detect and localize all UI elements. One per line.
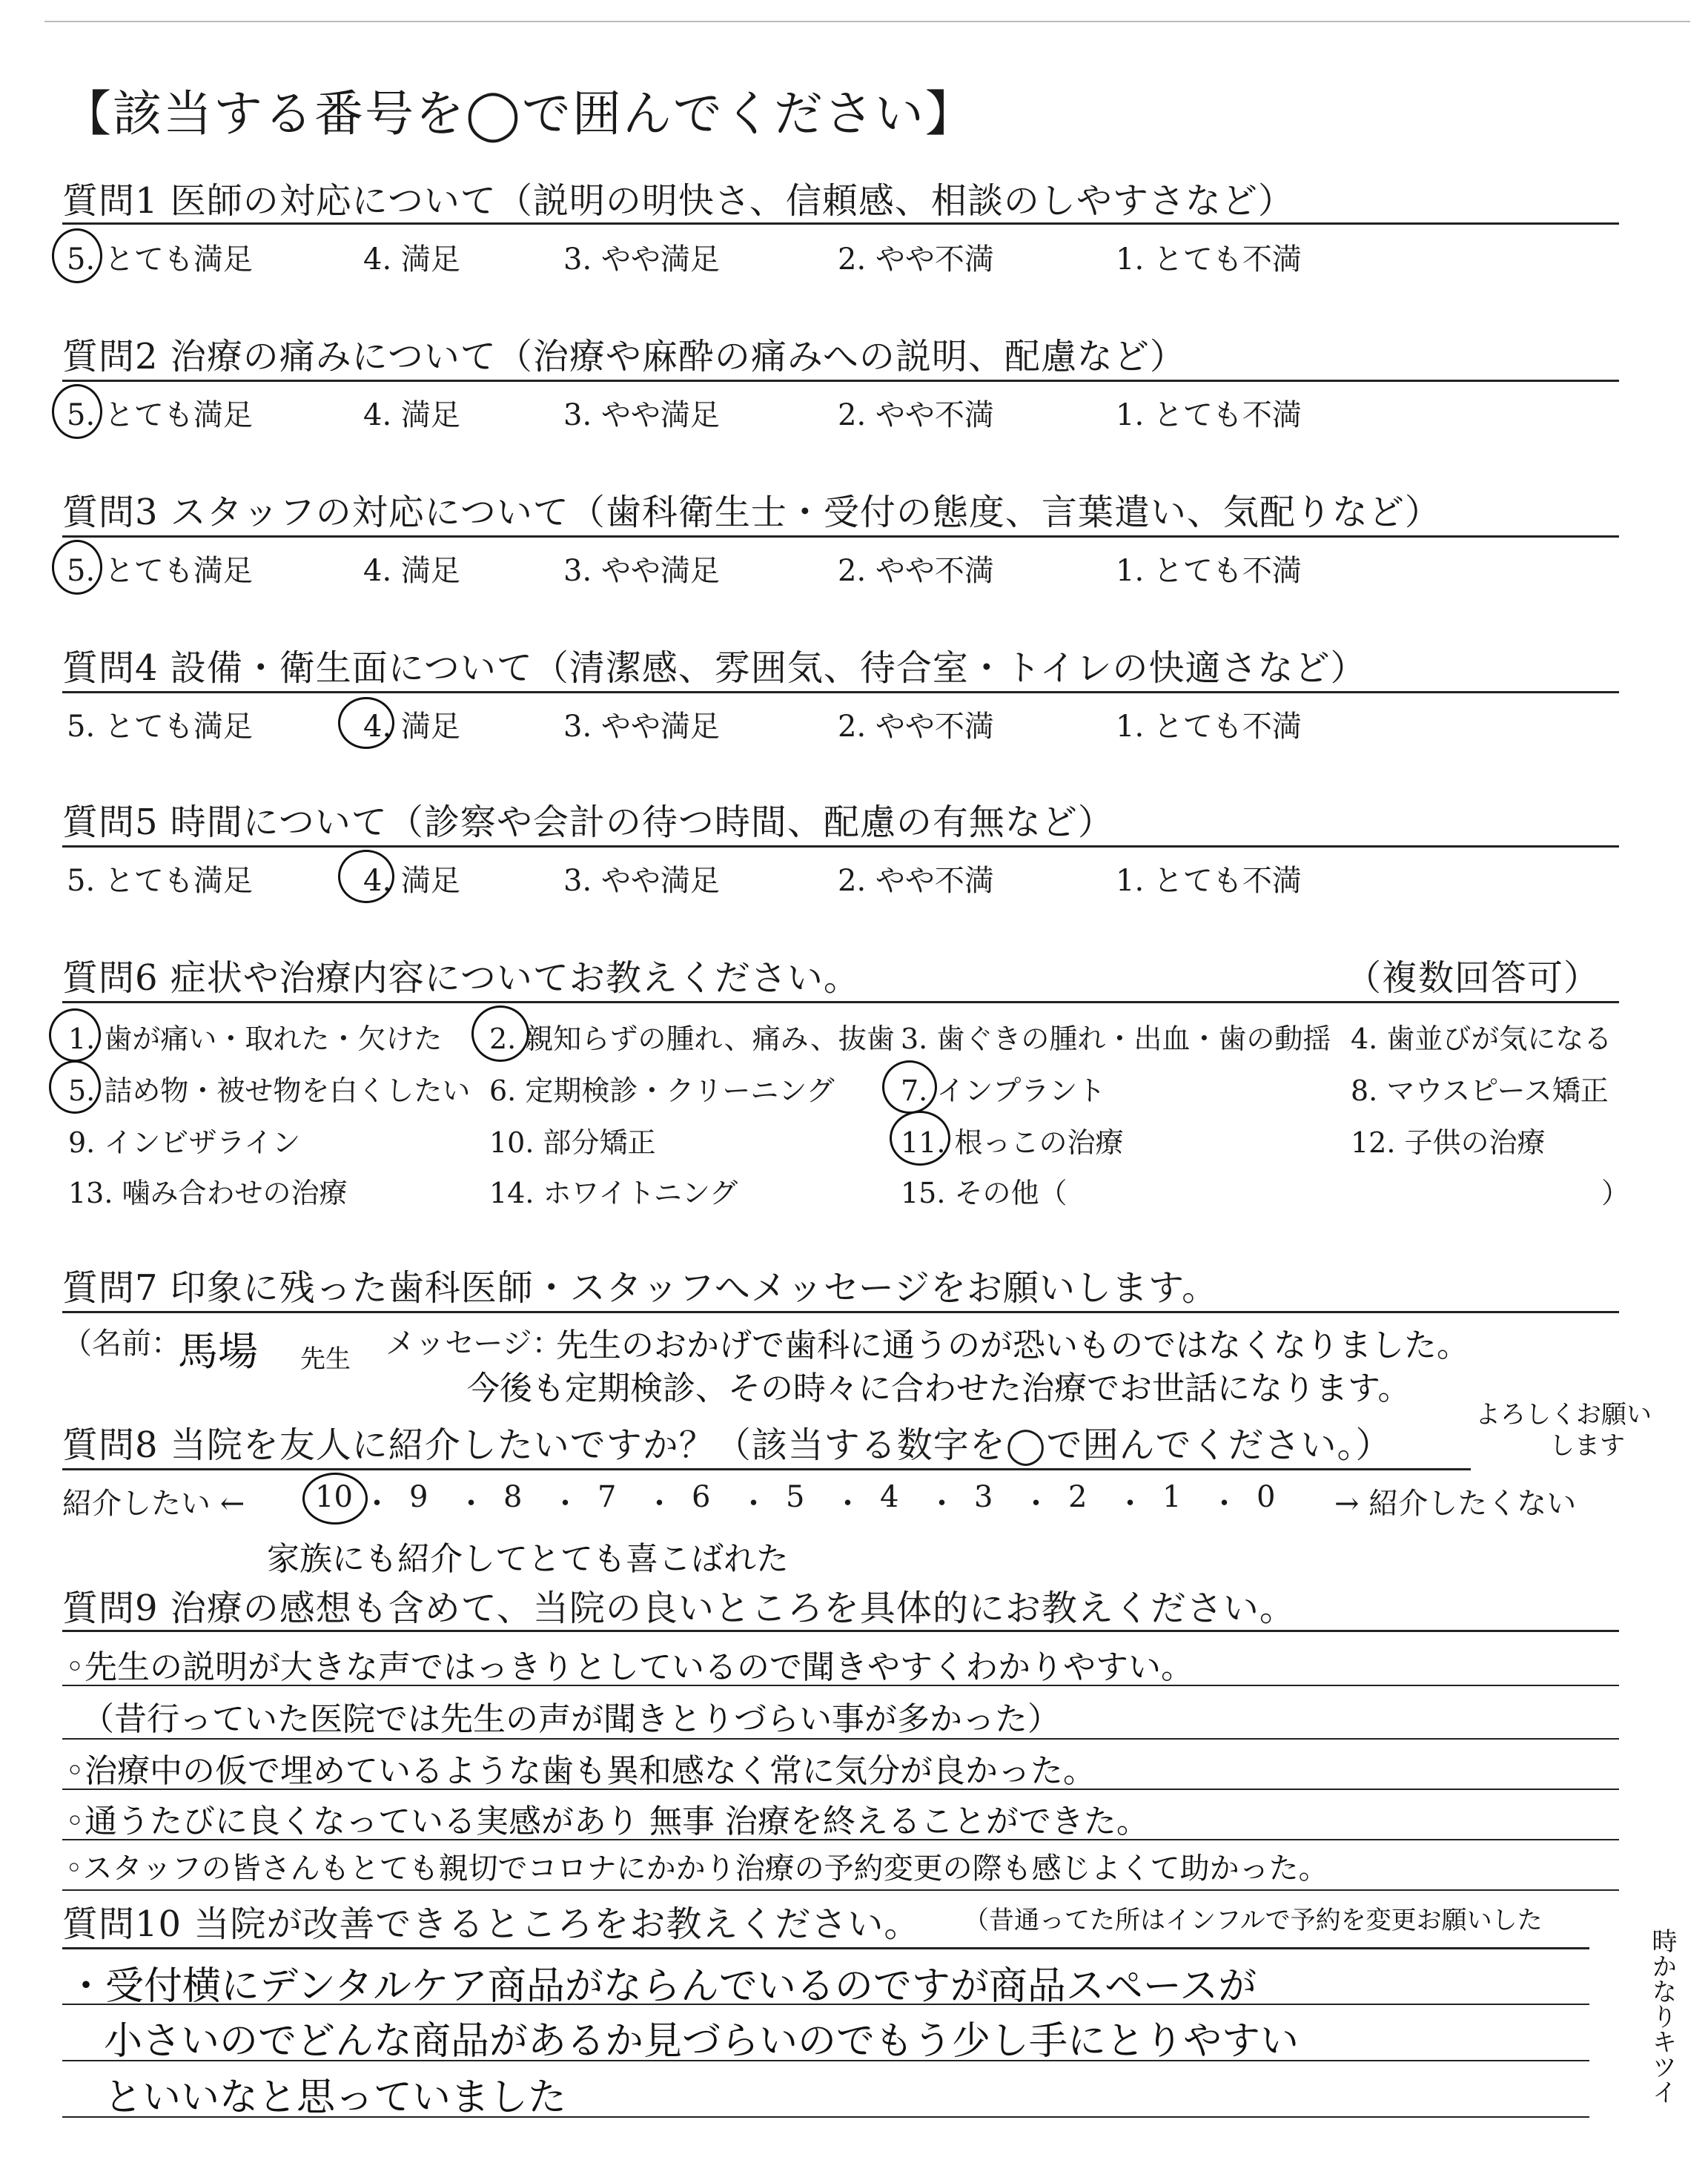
q9-line-1[interactable]: ◦先生の説明が大きな声ではっきりとしているので聞きやすくわかりやすい。 [65, 1648, 1194, 1686]
q6-option-15-close: ） [1601, 1177, 1630, 1209]
q2-option-3[interactable]: 3. やや満足 [563, 398, 720, 432]
top-border [44, 21, 1690, 22]
q9-ruled-line-5 [62, 1889, 1619, 1891]
q2-option-1[interactable]: 1. とても不満 [1116, 398, 1302, 432]
q10-ruled-line-1 [62, 2004, 1589, 2005]
question-5-rule [62, 845, 1619, 848]
question-1-label: 質問1 医師の対応について（説明の明快さ、信頼感、相談のしやすさなど） [62, 180, 1294, 222]
q7-message-tail-2: します [1549, 1431, 1625, 1461]
q10-ruled-line-3 [62, 2116, 1589, 2118]
question-6-label: 質問6 症状や治療内容についてお教えください。 [62, 957, 860, 999]
q9-line-3[interactable]: ◦治療中の仮で埋めているような歯も異和感なく常に気分が良かった。 [65, 1752, 1096, 1790]
q9-line-4[interactable]: ◦通うたびに良くなっている実感があり 無事 治療を終えることができた。 [65, 1803, 1149, 1840]
q6-option-10[interactable]: 10. 部分矯正 [489, 1126, 656, 1159]
q8-scale-value-1[interactable]: 1 [1162, 1480, 1182, 1514]
q8-scale-separator: ・ [1209, 1487, 1239, 1521]
q10-line-3[interactable]: といいなと思っていました [104, 2075, 567, 2120]
q6-option-7[interactable]: 7. インプラント [901, 1074, 1106, 1107]
q3-option-4[interactable]: 4. 満足 [363, 554, 460, 588]
question-7-rule [62, 1311, 1619, 1313]
question-6-rule [62, 1001, 1619, 1003]
question-8-label: 質問8 当院を友人に紹介したいですか？（該当する数字を◯で囲んでください。） [62, 1424, 1392, 1466]
q6-circle-5 [49, 1060, 101, 1114]
q8-scale-separator: ・ [738, 1487, 769, 1521]
q4-selection-circle [338, 697, 394, 749]
q2-option-5[interactable]: 5. とても満足 [67, 398, 253, 432]
q8-scale-value-0[interactable]: 0 [1257, 1480, 1276, 1514]
q6-option-8[interactable]: 8. マウスピース矯正 [1351, 1074, 1609, 1107]
question-2-rule [62, 380, 1619, 382]
q8-scale-separator: ・ [927, 1487, 957, 1521]
question-10-label: 質問10 当院が改善できるところをお教えください。 [62, 1903, 921, 1945]
q7-name-value[interactable]: 馬場 [178, 1328, 258, 1375]
q8-scale-separator: ・ [644, 1487, 675, 1521]
q8-scale-value-2[interactable]: 2 [1068, 1480, 1088, 1514]
q5-option-3[interactable]: 3. やや満足 [563, 864, 720, 898]
question-3-label: 質問3 スタッフの対応について（歯科衛生士・受付の態度、言葉遣い、気配りなど） [62, 492, 1441, 533]
question-1-rule [62, 222, 1619, 225]
q8-scale-value-5[interactable]: 5 [786, 1480, 805, 1514]
question-8-rule [62, 1468, 1471, 1470]
question-4-label: 質問4 設備・衛生面について（清潔感、雰囲気、待合室・トイレの快適さなど） [62, 647, 1367, 689]
q6-option-3[interactable]: 3. 歯ぐきの腫れ・出血・歯の動揺 [901, 1023, 1331, 1055]
q3-option-3[interactable]: 3. やや満足 [563, 554, 720, 588]
q3-selection-circle [52, 540, 102, 595]
q6-option-6[interactable]: 6. 定期検診・クリーニング [489, 1074, 835, 1107]
q7-name-suffix: 先生 [300, 1344, 351, 1374]
q7-message-line-2[interactable]: 今後も定期検診、その時々に合わせた治療でお世話になります。 [467, 1370, 1411, 1407]
q8-comment[interactable]: 家族にも紹介してとても喜こばれた [267, 1540, 789, 1578]
q1-selection-circle [52, 228, 102, 283]
q7-message-tail-1: よろしくお願い [1475, 1400, 1652, 1430]
q2-option-4[interactable]: 4. 満足 [363, 398, 460, 432]
q4-option-1[interactable]: 1. とても不満 [1116, 710, 1302, 744]
q5-option-2[interactable]: 2. やや不満 [838, 864, 994, 898]
q8-scale-separator: ・ [456, 1487, 486, 1521]
q8-scale-separator: ・ [362, 1487, 392, 1521]
page-title: 【該当する番号を◯で囲んでください】 [62, 85, 976, 142]
q5-option-1[interactable]: 1. とても不満 [1116, 864, 1302, 898]
q6-option-11[interactable]: 11. 根っこの治療 [901, 1126, 1124, 1159]
q9-line-2[interactable]: （昔行っていた医院では先生の声が聞きとりづらい事が多かった） [82, 1700, 1060, 1738]
q6-option-9[interactable]: 9. インビザライン [68, 1126, 301, 1159]
q8-scale-separator: ・ [550, 1487, 580, 1521]
question-2-label: 質問2 治療の痛みについて（治療や麻酔の痛みへの説明、配慮など） [62, 336, 1186, 377]
question-3-rule [62, 535, 1619, 538]
q1-option-5[interactable]: 5. とても満足 [67, 242, 253, 277]
q9-ruled-line-3 [62, 1789, 1619, 1790]
q8-left-label: 紹介したい ← [62, 1487, 245, 1521]
q6-circle-1 [49, 1008, 101, 1062]
q6-option-12[interactable]: 12. 子供の治療 [1351, 1126, 1546, 1159]
q8-scale-separator: ・ [1021, 1487, 1051, 1521]
q8-scale-value-4[interactable]: 4 [880, 1480, 899, 1514]
question-7-label: 質問7 印象に残った歯科医師・スタッフへメッセージをお願いします。 [62, 1267, 1219, 1309]
question-6-note: （複数回答可） [1345, 957, 1601, 999]
q6-option-2[interactable]: 2. 親知らずの腫れ、痛み、抜歯 [489, 1023, 895, 1055]
q6-option-14[interactable]: 14. ホワイトニング [489, 1177, 738, 1209]
q8-scale-separator: ・ [1115, 1487, 1145, 1521]
q4-option-3[interactable]: 3. やや満足 [563, 710, 720, 744]
q5-option-5[interactable]: 5. とても満足 [67, 864, 253, 898]
q4-option-5[interactable]: 5. とても満足 [67, 710, 253, 744]
q6-option-5[interactable]: 5. 詰め物・被せ物を白くしたい [68, 1074, 471, 1107]
q8-scale-value-10[interactable]: 10 [315, 1480, 353, 1514]
q9-ruled-line-4 [62, 1839, 1619, 1840]
q6-circle-7 [882, 1060, 937, 1114]
q8-scale-value-6[interactable]: 6 [692, 1480, 711, 1514]
q6-option-1[interactable]: 1. 歯が痛い・取れた・欠けた [68, 1023, 443, 1055]
q10-side-note-vertical[interactable]: 時かなりキツイ [1647, 1928, 1677, 2104]
question-5-label: 質問5 時間について（診察や会計の待つ時間、配慮の有無など） [62, 802, 1114, 843]
q10-ruled-line-2 [62, 2060, 1589, 2061]
q8-scale-value-8[interactable]: 8 [503, 1480, 523, 1514]
q3-option-2[interactable]: 2. やや不満 [838, 554, 994, 588]
q10-line-1[interactable]: ・受付横にデンタルケア商品がならんでいるのですが商品スペースが [67, 1964, 1257, 2009]
q8-scale-separator: ・ [833, 1487, 863, 1521]
q6-option-13[interactable]: 13. 噛み合わせの治療 [68, 1177, 348, 1209]
q9-ruled-line-1 [62, 1685, 1619, 1686]
q6-circle-11 [890, 1111, 950, 1166]
q9-line-5[interactable]: ◦スタッフの皆さんもとても親切でコロナにかかり治療の予約変更の際も感じよくて助かった。 [65, 1852, 1328, 1886]
question-9-rule [62, 1630, 1619, 1632]
q2-selection-circle [52, 384, 102, 439]
q4-option-4[interactable]: 4. 満足 [363, 710, 460, 744]
q5-selection-circle [338, 850, 394, 903]
q3-option-5[interactable]: 5. とても満足 [67, 554, 253, 588]
q8-scale-value-9[interactable]: 9 [409, 1480, 428, 1514]
q5-option-4[interactable]: 4. 満足 [363, 864, 460, 898]
q2-option-2[interactable]: 2. やや不満 [838, 398, 994, 432]
question-4-rule [62, 691, 1619, 693]
q6-option-15[interactable]: 15. その他（ [901, 1177, 1068, 1209]
q7-message-line-1[interactable]: 先生のおかげで歯科に通うのが恐いものではなくなりました。 [556, 1327, 1469, 1364]
q1-option-1[interactable]: 1. とても不満 [1116, 242, 1302, 277]
question-10-rule [62, 1947, 1589, 1949]
question-9-label: 質問9 治療の感想も含めて、当院の良いところを具体的にお教えください。 [62, 1588, 1296, 1629]
q1-option-4[interactable]: 4. 満足 [363, 242, 460, 277]
q9-ruled-line-2 [62, 1738, 1619, 1740]
q8-scale-value-7[interactable]: 7 [598, 1480, 617, 1514]
q3-option-1[interactable]: 1. とても不満 [1116, 554, 1302, 588]
q10-line-2[interactable]: 小さいのでどんな商品があるか見づらいのでもう少し手にとりやすい [104, 2019, 1300, 2064]
q6-option-4[interactable]: 4. 歯並びが気になる [1351, 1023, 1612, 1055]
q10-side-note[interactable]: （昔通ってた所はインフルで予約を変更お願いした [964, 1906, 1543, 1935]
q4-option-2[interactable]: 2. やや不満 [838, 710, 994, 744]
q8-selection-circle [302, 1473, 368, 1525]
q6-circle-2 [471, 1005, 529, 1062]
q1-option-3[interactable]: 3. やや満足 [563, 242, 720, 277]
q8-right-label: → 紹介したくない [1334, 1487, 1577, 1521]
q7-name-label: （名前： [62, 1327, 181, 1361]
q8-scale-value-3[interactable]: 3 [974, 1480, 993, 1514]
q7-message-label: メッセージ： [385, 1327, 562, 1361]
q1-option-2[interactable]: 2. やや不満 [838, 242, 994, 277]
